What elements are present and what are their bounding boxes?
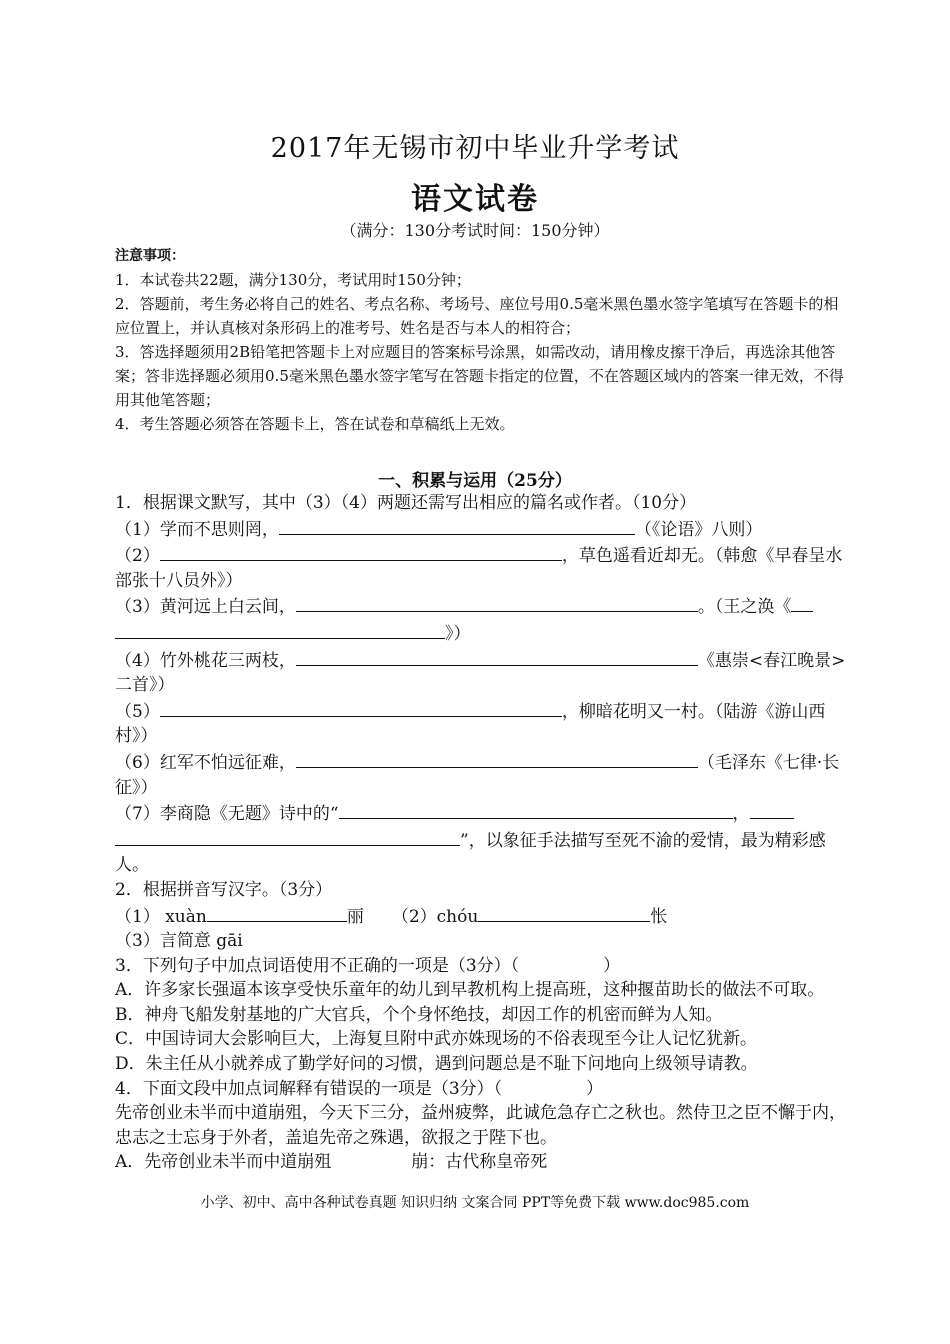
q3-option-d[interactable]: D．朱主任从小就养成了勤学好问的习惯，遇到问题总是不耻下问地向上级领导请教。 bbox=[115, 1054, 758, 1075]
q1-1-source: （《论语》八则） bbox=[634, 519, 763, 540]
q1-stem: 1．根据课文默写，其中（3）（4）两题还需写出相应的篇名或作者。（10分） bbox=[115, 493, 697, 513]
q1-5-source: ，柳暗花明又一村。（陆游《游山西村》） bbox=[115, 701, 826, 747]
answer-blank[interactable] bbox=[750, 800, 794, 819]
footer-note: 小学、初中、高中各种试卷真题 知识归纳 文案合同 PPT等免费下载 www.doc985.com bbox=[200, 1195, 750, 1211]
q1-line-5 bbox=[115, 698, 855, 749]
note-item: 4．考生答题必须答在答题卡上，答在试卷和草稿纸上无效。 bbox=[115, 415, 515, 433]
q3-option-b[interactable]: B．神舟飞船发射基地的广大官兵，个个身怀绝技，却因工作的机密而鲜为人知。 bbox=[115, 1004, 723, 1025]
q1-line-7 bbox=[115, 800, 855, 878]
q2-line-1 bbox=[115, 903, 855, 930]
q1-3-text: （3）黄河远上白云间， bbox=[115, 597, 296, 618]
q2-b-char: 怅 bbox=[650, 906, 668, 927]
q1-3-source-end: 》） bbox=[445, 623, 471, 644]
q1-line-6 bbox=[115, 749, 855, 800]
answer-blank[interactable] bbox=[296, 647, 698, 666]
answer-blank[interactable] bbox=[478, 903, 650, 922]
q1-2-source: ，草色遥看近却无。（韩愈《早春呈水部张十八员外》） bbox=[115, 546, 843, 591]
q4-stem bbox=[115, 1077, 855, 1102]
exam-title: 2017年无锡市初中毕业升学考试 bbox=[270, 133, 680, 164]
exam-subtitle: 语文试卷 bbox=[411, 182, 539, 217]
q3-option-a[interactable]: A．许多家长强逼本该享受快乐童年的幼儿到早教机构上提高班，这种揠苗助长的做法不可取。 bbox=[115, 980, 825, 1001]
answer-blank[interactable] bbox=[115, 827, 460, 846]
q1-6-source: （毛泽东《七律·长征》） bbox=[115, 752, 840, 798]
answer-blank[interactable] bbox=[296, 593, 698, 612]
q1-3-source: 。（王之涣《 bbox=[697, 597, 792, 618]
q2-a-char: 丽 bbox=[346, 906, 364, 927]
notes-block bbox=[115, 244, 845, 436]
q4-stem-end: ） bbox=[586, 1078, 604, 1099]
note-item: 2．答题前，考生务必将自己的姓名、考点名称、考场号、座位号用0.5毫米黑色墨水签字笔填写在答题卡的相应位置上，并认真核对条形码上的准考号、姓名是否与本人的相符合； bbox=[115, 295, 839, 337]
q2-line-2: （3）言简意 gāi bbox=[115, 931, 243, 952]
q1-6-text: （6）红军不怕远征难， bbox=[115, 752, 296, 773]
q1-4-source: 《惠崇<春江晚景>二首》） bbox=[115, 650, 846, 696]
q1-line-1 bbox=[115, 516, 855, 543]
note-item: 3．答选择题须用2B铅笔把答题卡上对应题目的答案标号涂黑，如需改动，请用橡皮擦干净后，再选涂其他答案；答非选择题必须用0.5毫米黑色墨水签字笔写在答题卡指定的位置，不在答题区域内的答案一律无效，不得用其他笔答题； bbox=[115, 343, 844, 409]
score-time: （满分：130分考试时间：150分钟） bbox=[340, 221, 610, 240]
q1-line-4 bbox=[115, 647, 855, 698]
q3-stem bbox=[115, 954, 855, 979]
q4-option-a-gloss: 崩：古代称皇帝死 bbox=[411, 1152, 548, 1173]
answer-blank[interactable] bbox=[791, 593, 813, 612]
q2-b-text: （2）chóu bbox=[391, 906, 479, 927]
q1-4-text: （4）竹外桃花三两枝， bbox=[115, 650, 296, 671]
q2-a-text: （1） xuàn bbox=[115, 906, 207, 927]
notes-heading: 注意事项： bbox=[115, 248, 185, 264]
q1-7-end: ”，以象征手法描写至死不渝的爱情，最为精彩感人。 bbox=[115, 830, 826, 876]
note-item: 1．本试卷共22题，满分130分，考试用时150分钟； bbox=[115, 271, 471, 289]
q1-7-text: （7）李商隐《无题》诗中的“ bbox=[115, 804, 339, 825]
q3-stem-text: 3．下列句子中加点词语使用不正确的一项是（3分）（ bbox=[115, 955, 520, 976]
answer-blank[interactable] bbox=[115, 620, 445, 639]
q4-option-a-text: A．先帝创业未半而中道崩殂 bbox=[115, 1152, 332, 1173]
q1-line-2 bbox=[115, 542, 855, 593]
q1-7-comma: ， bbox=[732, 804, 750, 825]
q1-2-text: （2） bbox=[115, 546, 160, 567]
q3-stem-end: ） bbox=[603, 955, 621, 976]
q2-stem: 2．根据拼音写汉字。（3分） bbox=[115, 879, 333, 900]
section-title: 一、积累与运用（25分） bbox=[378, 471, 572, 491]
q3-option-c[interactable]: C．中国诗词大会影响巨大，上海复旦附中武亦姝现场的不俗表现至今让人记忆犹新。 bbox=[115, 1029, 758, 1050]
q1-1-text: （1）学而不思则罔， bbox=[115, 519, 279, 540]
answer-blank[interactable] bbox=[160, 542, 562, 561]
q1-5-text: （5） bbox=[115, 701, 160, 722]
answer-blank[interactable] bbox=[207, 903, 347, 922]
q4-option-a[interactable] bbox=[115, 1150, 855, 1175]
answer-blank[interactable] bbox=[279, 516, 635, 535]
q4-passage: 先帝创业未半而中道崩殂，今天下三分，益州疲弊，此诚危急存亡之秋也。然侍卫之臣不懈于内，忠志之士忘身于外者，盖追先帝之殊遇，欲报之于陛下也。 bbox=[115, 1103, 846, 1148]
answer-blank[interactable] bbox=[296, 749, 698, 768]
q1-line-3 bbox=[115, 593, 855, 646]
q4-stem-text: 4．下面文段中加点词解释有错误的一项是（3分）（ bbox=[115, 1078, 503, 1099]
answer-blank[interactable] bbox=[339, 800, 733, 819]
questions-body bbox=[115, 491, 855, 1175]
answer-blank[interactable] bbox=[160, 698, 562, 717]
